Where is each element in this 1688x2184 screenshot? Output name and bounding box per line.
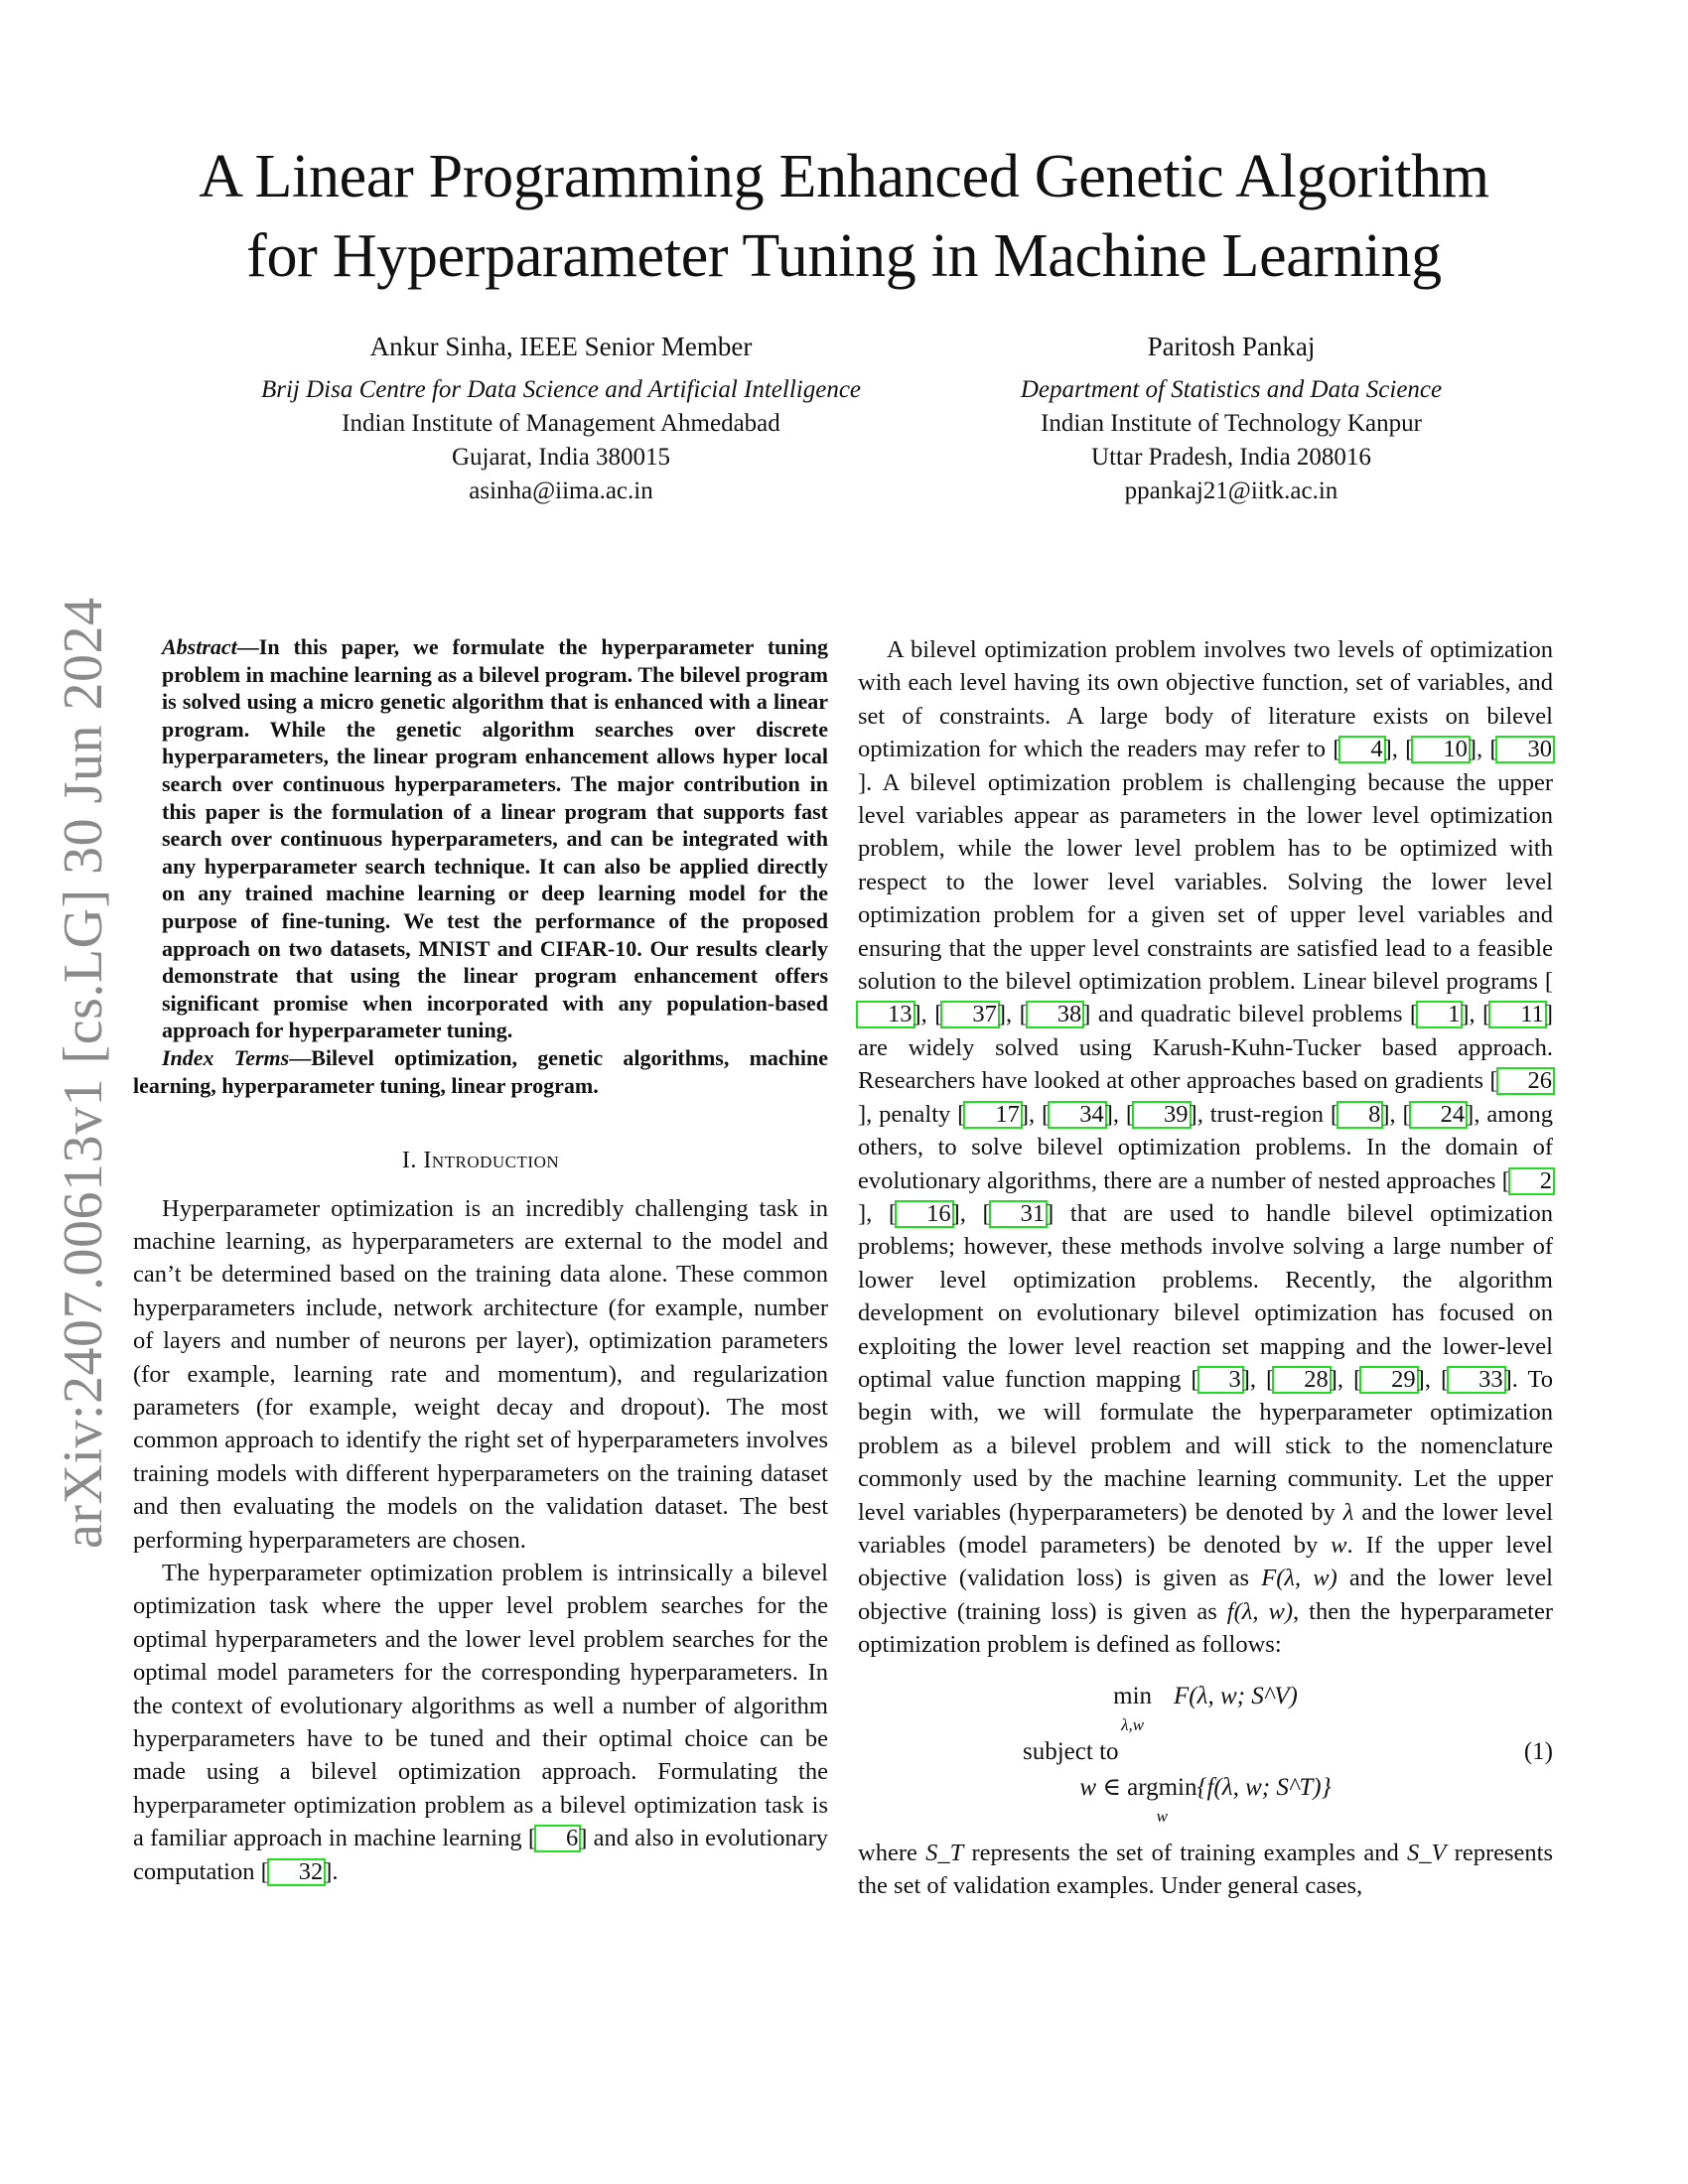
- section-number: I.: [401, 1148, 417, 1174]
- author-email[interactable]: ppankaj21@iitk.ac.in: [1124, 478, 1338, 504]
- paper-title: [0, 137, 1688, 296]
- text-run: ], [: [1416, 1365, 1450, 1393]
- author-department: Brij Disa Centre for Data Science and Artificial Intelligence: [260, 376, 862, 403]
- citation-link[interactable]: 26: [1496, 1067, 1556, 1095]
- text-run: ]. To begin with, we will formulate the hyperparameter optimization problem as a bilevel problem and will stick to the nomenclature commonly used by the machine learning community. Let the upper level variables (hyperparameters) be denoted by: [858, 1365, 1553, 1526]
- text-run: ] and quadratic bilevel problems [: [1082, 1001, 1419, 1028]
- text-run: ], [: [1468, 736, 1498, 763]
- text-run: ], [: [1241, 1365, 1275, 1393]
- body-paragraph-bilevel: [858, 633, 1553, 1662]
- citation-link[interactable]: 13: [856, 1001, 915, 1028]
- abstract: [133, 633, 828, 1044]
- citation-link[interactable]: 29: [1359, 1366, 1419, 1394]
- citation-link[interactable]: 4: [1338, 736, 1385, 763]
- equation-number: (1): [1523, 1737, 1553, 1765]
- math-training-set: S_T: [925, 1839, 964, 1866]
- math-w: w: [1331, 1531, 1347, 1559]
- author-location: Gujarat, India 380015: [451, 444, 671, 471]
- citation-link[interactable]: 32: [267, 1858, 327, 1886]
- author-location: Uttar Pradesh, India 208016: [1091, 444, 1371, 471]
- text-run: ], [: [913, 1001, 943, 1028]
- text-run: ], penalty [: [858, 1100, 966, 1128]
- citation-link[interactable]: 30: [1495, 736, 1555, 763]
- text-run: ] that are used to handle bilevel optimization problems; however, these methods involve solving a large number of lower level optimization problems. Recently, the algorithm development on evolutionary bilevel optimization has focused on exploiting the lower level reaction set mapping and the lower-level optimal value function mapping [: [858, 1199, 1553, 1393]
- citation-link[interactable]: 31: [989, 1200, 1049, 1228]
- citation-link[interactable]: 10: [1411, 736, 1471, 763]
- author-name: Paritosh Pankaj: [1147, 332, 1316, 361]
- author-email[interactable]: asinha@iima.ac.in: [469, 478, 653, 504]
- text-run: ], [: [1383, 736, 1414, 763]
- math-lambda: λ: [1342, 1498, 1354, 1526]
- intro-paragraph-1: Hyperparameter optimization is an incredibly challenging task in machine learning, as hyperparameters are external to the model and can’t be determined based on the training data alone. These common hyperparameters include, network architecture (for example, number of layers and number of neurons per layer), optimization parameters (for example, learning rate and momentum), and regularization parameters (for example, weight decay and dropout). The most common approach to identify the right set of hyperparameters involves training models with different hyperparameters on the training dataset and then evaluating the models on the validation dataset. The best performing hyperparameters are chosen.: [133, 1194, 828, 1554]
- objective-expression: F(λ, w; S^V): [1174, 1682, 1298, 1709]
- text-run: and the lower level objective (training loss) is given as: [858, 1565, 1553, 1625]
- text-run: ], [: [1104, 1100, 1135, 1128]
- constraint-prefix: w ∈: [1079, 1773, 1128, 1801]
- equation-constraint: [858, 1771, 1553, 1834]
- text-run: ], among others, to solve bilevel optimization problems. In the domain of evolutionary algorithms, there are a number of nested approaches [: [858, 1100, 1554, 1194]
- author-1: [199, 330, 923, 508]
- author-name: Ankur Sinha, IEEE Senior Member: [369, 332, 753, 361]
- index-terms: [133, 1044, 828, 1099]
- text-run: ], [: [1381, 1100, 1411, 1128]
- citation-link[interactable]: 11: [1488, 1001, 1547, 1028]
- text-run: , then the hyperparameter optimization problem is defined as follows:: [858, 1597, 1554, 1659]
- title-line-2: for Hyperparameter Tuning in Machine Learning: [246, 222, 1442, 290]
- argmin-subscript: w: [1156, 1807, 1168, 1826]
- text-run: ], trust-region [: [1189, 1100, 1339, 1128]
- abstract-text: —In this paper, we formulate the hyperparameter tuning problem in machine learning as a bilevel program. The bilevel program is solved using a micro genetic algorithm that is enhanced with a linear program. While the genetic algorithm searches over discrete hyperparameters, the linear program enhancement allows hyper local search over continuous hyperparameters. The major contribution in this paper is the formulation of a linear program that supports fast search over continuous hyperparameters, and can be integrated with any hyperparameter search technique. It can also be applied directly on any trained machine learning or deep learning model for the purpose of fine-tuning. We test the performance of the proposed approach on two datasets, MNIST and CIFAR-10. Our results clearly demonstrate that using the linear program enhancement offers significant promise when incorporated with any population-based approach for hyperparameter tuning.: [162, 634, 828, 1043]
- author-institution: Indian Institute of Management Ahmedabad: [342, 410, 780, 437]
- text-run: ], [: [951, 1199, 991, 1227]
- text-run: ], [: [858, 1199, 898, 1227]
- citation-link[interactable]: 24: [1409, 1101, 1469, 1129]
- arxiv-stamp: arXiv:2407.00613v1 [cs.LG] 30 Jun 2024: [53, 597, 114, 1549]
- text-run: The hyperparameter optimization problem is intrinsically a bilevel optimization task where the upper level problem searches for the optimal hyperparameters and the lower level problem searches for the optimal model parameters for the corresponding hyperparameters. In the context of evolutionary algorithms as well a number of algorithm hyperparameters have to be tuned and their optimal choice can be made using a bilevel optimization approach. Formulating the hyperparameter optimization problem as a bilevel optimization task is a familiar approach in machine learning [: [133, 1559, 828, 1852]
- constraint-expression: {f(λ, w; S^T)}: [1196, 1773, 1332, 1801]
- abstract-label: Abstract: [162, 634, 237, 659]
- citation-link[interactable]: 2: [1508, 1167, 1555, 1195]
- section-heading-introduction: [133, 1145, 828, 1177]
- equation-subject-to: subject to: [1023, 1737, 1119, 1765]
- equation-1: [858, 1680, 1553, 1829]
- citation-link[interactable]: 3: [1197, 1366, 1244, 1394]
- text-run: ].: [324, 1857, 339, 1885]
- text-run: ]. A bilevel optimization problem is challenging because the upper level variables appear as parameters in the lower level optimization problem, while the lower level problem has to be optimized with respect to the lower level variables. Solving the lower level optimization problem for a given set of upper level variables and ensuring that the upper level constraints are satisfied lead to a feasible solution to the bilevel optimization problem. Linear bilevel programs [: [858, 768, 1553, 996]
- citation-link[interactable]: 6: [534, 1825, 581, 1852]
- title-line-1: A Linear Programming Enhanced Genetic Algorithm: [199, 143, 1489, 210]
- text-run: ] are widely solved using Karush-Kuhn-Tucker based approach. Researchers have looked at other approaches based on gradients [: [858, 1001, 1553, 1095]
- citation-link[interactable]: 28: [1272, 1366, 1332, 1394]
- text-run: where: [858, 1839, 926, 1866]
- text-run: ], [: [1329, 1365, 1362, 1393]
- text-run: . If the upper level objective (validation loss) is given as: [858, 1531, 1553, 1592]
- min-subscript: λ,w: [1121, 1715, 1145, 1734]
- index-terms-label: Index Terms: [162, 1044, 290, 1070]
- math-upper-objective: F(λ, w): [1261, 1565, 1337, 1592]
- text-run: represents the set of training examples and: [963, 1839, 1407, 1866]
- text-run: ], [: [997, 1001, 1028, 1028]
- min-operator: min: [1113, 1682, 1153, 1709]
- argmin-operator: argmin: [1127, 1773, 1197, 1801]
- math-validation-set: S_V: [1406, 1839, 1447, 1866]
- right-column: [858, 633, 1553, 1902]
- equation-objective: [858, 1680, 1553, 1742]
- citation-link[interactable]: 33: [1447, 1366, 1506, 1394]
- author-department: Department of Statistics and Data Science: [1020, 376, 1443, 403]
- citation-link[interactable]: 34: [1048, 1101, 1107, 1129]
- index-terms-text: —Bilevel optimization, genetic algorithms, machine learning, hyperparameter tuning, linear program.: [133, 1044, 829, 1098]
- section-title: Introduction: [423, 1148, 560, 1174]
- text-run: represents the set of validation examples. Under general cases,: [858, 1839, 1553, 1899]
- citation-link[interactable]: 17: [963, 1101, 1023, 1129]
- text-run: ], [: [1461, 1001, 1491, 1028]
- intro-paragraph-2: [133, 1557, 828, 1888]
- text-run: ] and also in evolutionary computation [: [133, 1825, 828, 1885]
- body-paragraph-where: [858, 1837, 1553, 1903]
- text-run: and the lower level variables (model parameters) be denoted by: [858, 1498, 1553, 1559]
- citation-link[interactable]: 16: [895, 1200, 954, 1228]
- citation-link[interactable]: 39: [1132, 1101, 1192, 1129]
- citation-link[interactable]: 37: [940, 1001, 1000, 1028]
- left-column: [133, 633, 828, 1888]
- citation-link[interactable]: 8: [1336, 1101, 1383, 1129]
- citation-link[interactable]: 38: [1026, 1001, 1085, 1028]
- author-institution: Indian Institute of Technology Kanpur: [1041, 410, 1422, 437]
- citation-link[interactable]: 1: [1416, 1001, 1463, 1028]
- math-lower-objective: f(λ, w): [1226, 1597, 1293, 1625]
- text-run: A bilevel optimization problem involves two levels of optimization with each level having its own objective function, set of variables, and set of constraints. A large body of literature exists on bilevel optimization for which the readers may refer to [: [858, 636, 1553, 763]
- author-2: [953, 330, 1509, 508]
- text-run: ], [: [1020, 1100, 1051, 1128]
